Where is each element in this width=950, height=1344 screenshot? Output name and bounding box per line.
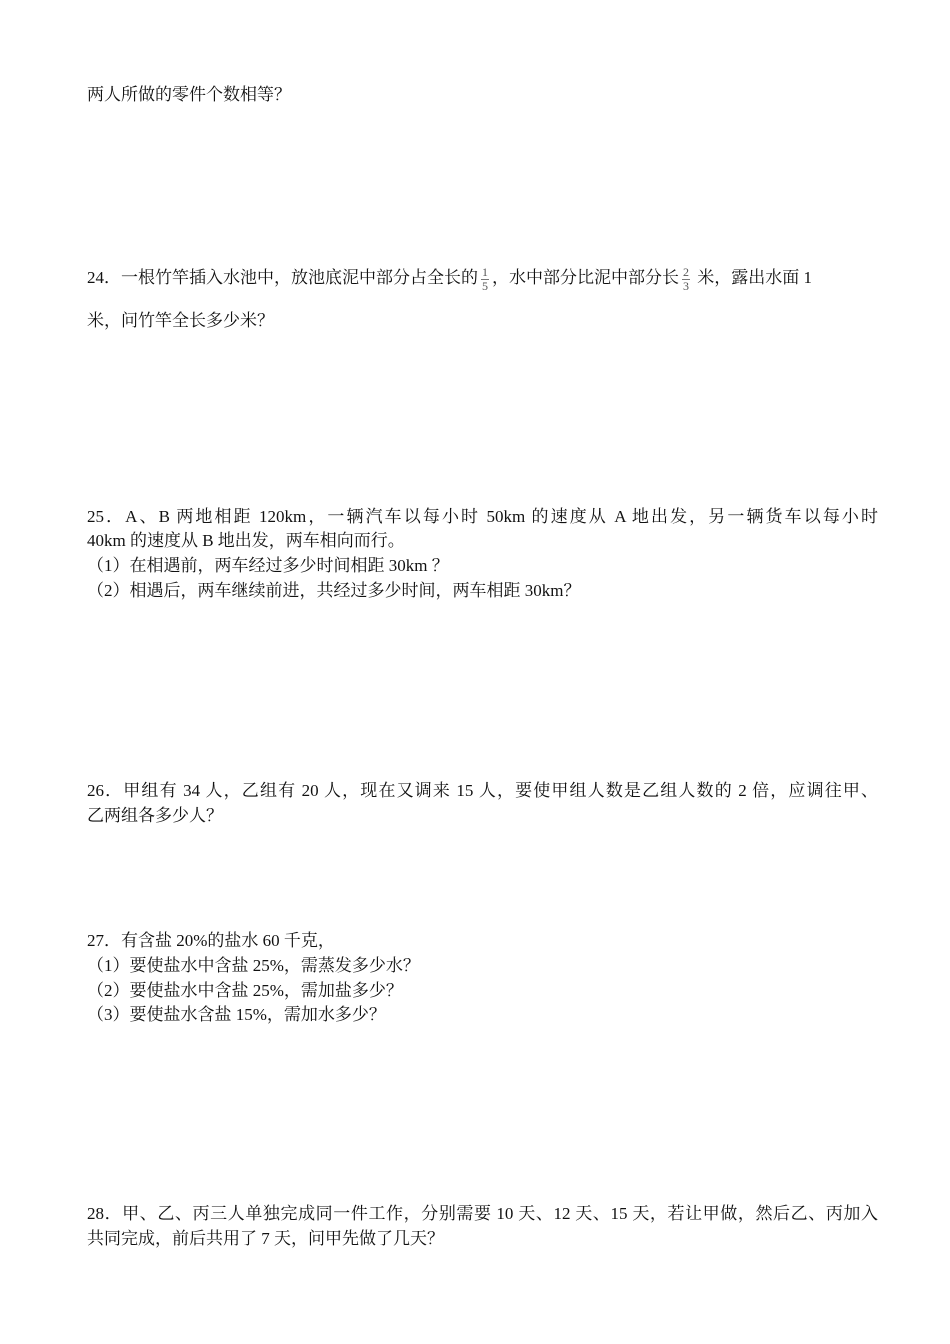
fraction-numerator: 2 bbox=[683, 264, 689, 279]
question-24-text-a: 24．一根竹竿插入水池中，放池底泥中部分占全长的 bbox=[87, 268, 478, 287]
continuation-text: 两人所做的零件个数相等？ bbox=[87, 85, 291, 104]
question-24-text-c: 米，露出水面 1 bbox=[693, 268, 812, 287]
question-24-text-b: ，水中部分比泥中部分长 bbox=[492, 268, 679, 287]
question-25-line-2: 40km 的速度从 B 地出发，两车相向而行。 bbox=[87, 531, 405, 550]
fraction-numerator: 1 bbox=[482, 264, 488, 279]
question-26-line-1: 26．甲组有 34 人，乙组有 20 人，现在又调来 15 人，要使甲组人数是乙组人数的 2 倍，应调往甲、 bbox=[87, 781, 878, 800]
fraction-two-thirds bbox=[682, 266, 690, 293]
fraction-denominator: 5 bbox=[482, 278, 488, 293]
question-25-line-1: 25．A、B 两地相距 120km，一辆汽车以每小时 50km 的速度从 A 地出发，另一辆货车以每小时 bbox=[87, 507, 878, 526]
question-24-line-1 bbox=[87, 264, 878, 293]
question-27-sub-3: （3）要使盐水含盐 15%，需加水多少？ bbox=[87, 1005, 386, 1024]
question-25-sub-2: （2）相遇后，两车继续前进，共经过多少时间，两车相距 30km？ bbox=[87, 581, 581, 600]
fraction-denominator: 3 bbox=[683, 278, 689, 293]
question-24-line-2: 米，问竹竿全长多少米？ bbox=[87, 311, 274, 330]
question-28-line-1: 28．甲、乙、丙三人单独完成同一件工作，分别需要 10 天、12 天、15 天，若让甲做，然后乙、丙加入 bbox=[87, 1204, 878, 1223]
question-25-sub-1: （1）在相遇前，两车经过多少时间相距 30km ？ bbox=[87, 556, 449, 575]
question-27-sub-2: （2）要使盐水中含盐 25%，需加盐多少？ bbox=[87, 981, 403, 1000]
question-27-line-1: 27．有含盐 20%的盐水 60 千克， bbox=[87, 931, 335, 950]
question-27-sub-1: （1）要使盐水中含盐 25%，需蒸发多少水？ bbox=[87, 956, 420, 975]
question-26-line-2: 乙两组各多少人？ bbox=[87, 806, 223, 825]
fraction-one-fifth bbox=[481, 266, 489, 293]
question-28-line-2: 共同完成，前后共用了 7 天，问甲先做了几天？ bbox=[87, 1229, 444, 1248]
